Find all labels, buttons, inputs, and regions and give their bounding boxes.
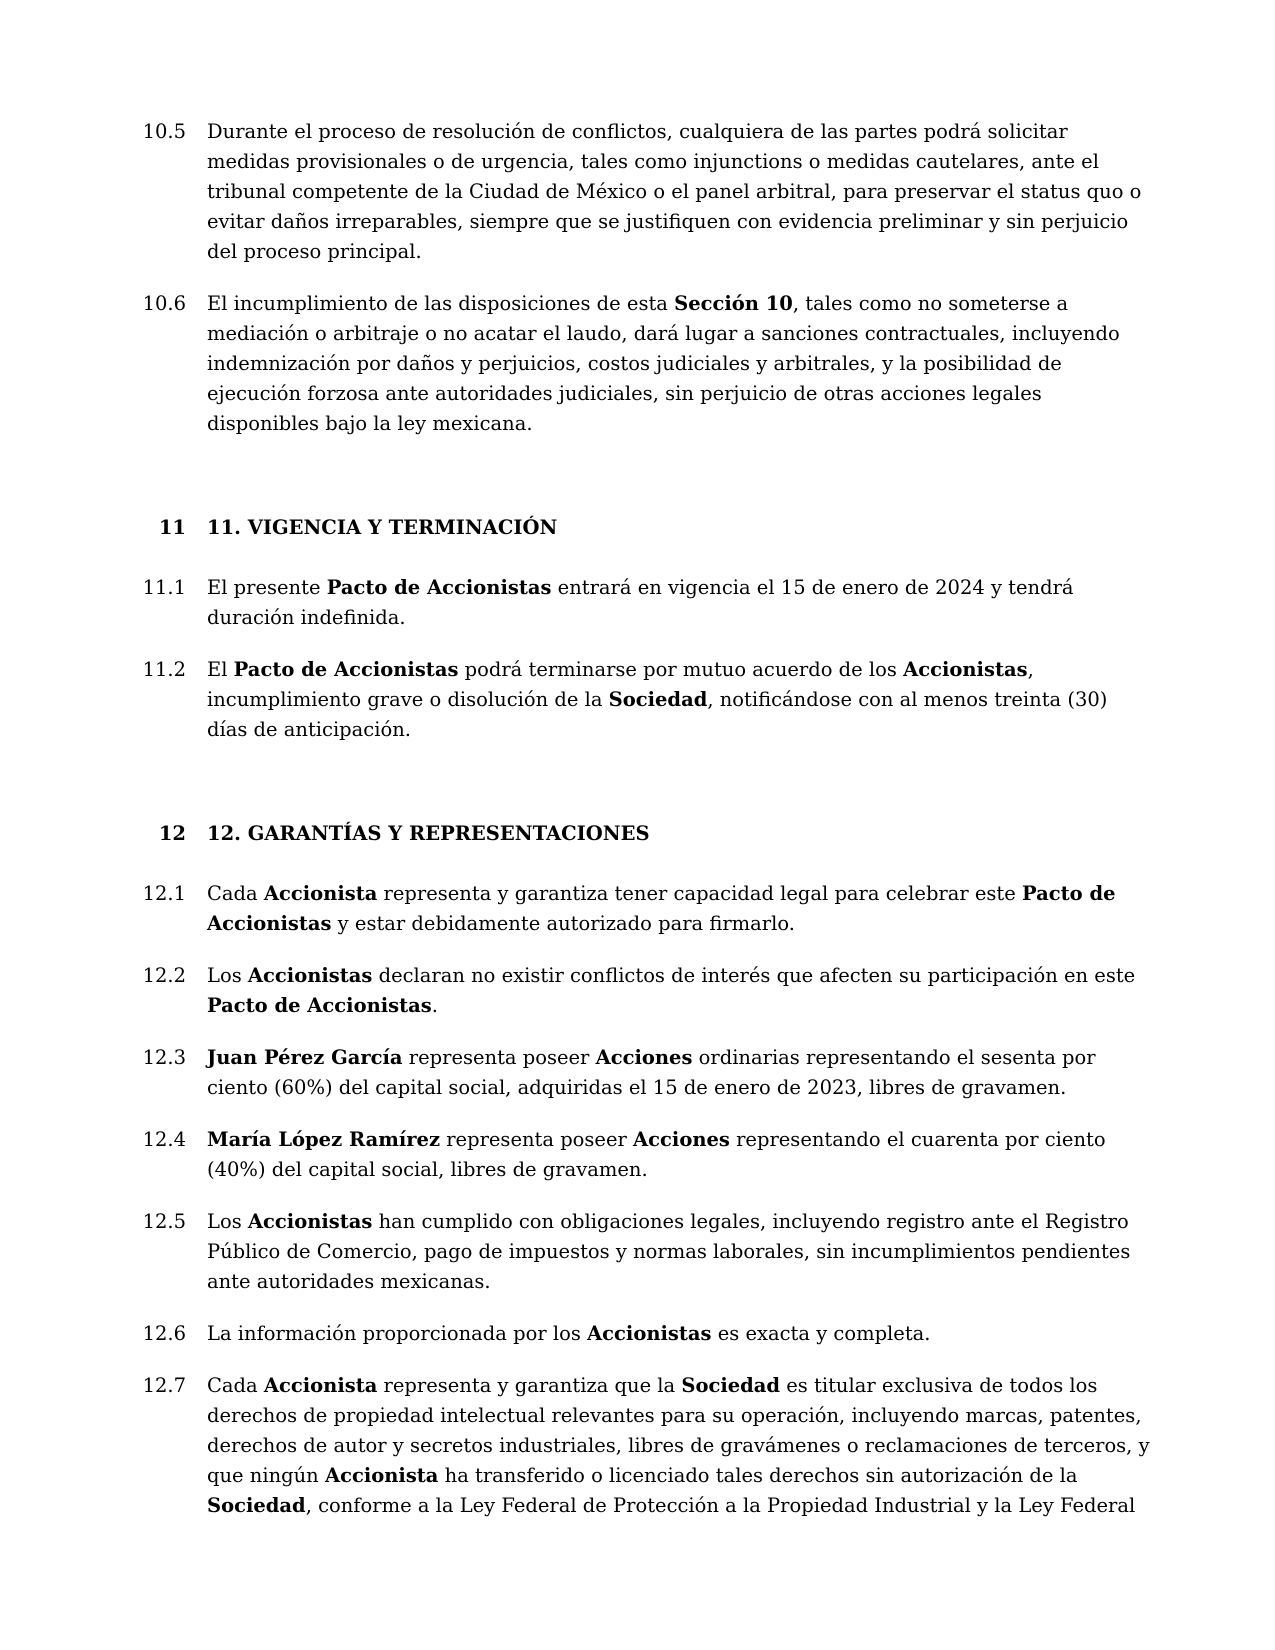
text-line: María López Ramírez representa poseer Acciones representando el cuarenta por ciento [207, 1128, 1106, 1151]
clause-text [207, 961, 1135, 1021]
clause-text [207, 573, 1074, 633]
clause-number: 10.6 [142, 292, 186, 315]
clause-number: 12.2 [142, 964, 186, 987]
section-heading [0, 819, 1275, 849]
clause [0, 1319, 1275, 1349]
clause [0, 879, 1275, 939]
text-line: Durante el proceso de resolución de conflictos, cualquiera de las partes podrá solicitar [207, 120, 1068, 143]
text-line: duración indefinida. [207, 606, 406, 629]
text-line: derechos de autor y secretos industriales, libres de gravámenes o reclamaciones de terceros, y [207, 1434, 1150, 1457]
clause [0, 1371, 1275, 1521]
section-heading [0, 513, 1275, 543]
clause-number: 12.1 [142, 882, 186, 905]
text-line: evitar daños irreparables, siempre que se justifiquen con evidencia preliminar y sin perjuicio [207, 210, 1129, 233]
text-line: Accionistas y estar debidamente autorizado para firmarlo. [207, 912, 795, 935]
clause-text [207, 1207, 1130, 1297]
clause-number: 12.7 [142, 1374, 186, 1397]
section-title [207, 819, 650, 849]
text-line: mediación o arbitraje o no acatar el laudo, dará lugar a sanciones contractuales, incluyendo [207, 322, 1120, 345]
text-line: que ningún Accionista ha transferido o licenciado tales derechos sin autorización de la [207, 1464, 1078, 1487]
text-line: del proceso principal. [207, 240, 422, 263]
text-line: 12. GARANTÍAS Y REPRESENTACIONES [207, 822, 650, 845]
clause-number: 12.4 [142, 1128, 186, 1151]
text-line: Cada Accionista representa y garantiza tener capacidad legal para celebrar este Pacto de [207, 882, 1116, 905]
clause-text [207, 879, 1116, 939]
text-line: (40%) del capital social, libres de gravamen. [207, 1158, 648, 1181]
text-line: ante autoridades mexicanas. [207, 1270, 491, 1293]
clause [0, 1207, 1275, 1297]
text-line: Público de Comercio, pago de impuestos y normas laborales, sin incumplimientos pendientes [207, 1240, 1131, 1263]
clause-text [207, 1319, 931, 1349]
clause [0, 961, 1275, 1021]
text-line: incumplimiento grave o disolución de la Sociedad, notificándose con al menos treinta (30) [207, 688, 1108, 711]
text-line: El Pacto de Accionistas podrá terminarse por mutuo acuerdo de los Accionistas, [207, 658, 1034, 681]
clause-text [207, 655, 1107, 745]
clause-text [207, 1043, 1096, 1103]
clause [0, 289, 1275, 439]
clause-number: 11.2 [142, 658, 186, 681]
text-line: indemnización por daños y perjuicios, costos judiciales y arbitrales, y la posibilidad de [207, 352, 1062, 375]
text-line: 11. VIGENCIA Y TERMINACIÓN [207, 516, 558, 539]
text-line: derechos de propiedad intelectual relevantes para su operación, incluyendo marcas, patentes, [207, 1404, 1142, 1427]
clause-text [207, 117, 1141, 267]
clause [0, 573, 1275, 633]
clause-text [207, 1125, 1106, 1185]
section-title [207, 513, 557, 543]
text-line: Sociedad, conforme a la Ley Federal de Protección a la Propiedad Industrial y la Ley Federal [207, 1494, 1136, 1517]
document-body [0, 117, 1275, 1521]
clause-text [207, 289, 1120, 439]
text-line: Pacto de Accionistas. [207, 994, 438, 1017]
clause-number: 12.3 [142, 1046, 186, 1069]
clause [0, 117, 1275, 267]
text-line: ciento (60%) del capital social, adquiridas el 15 de enero de 2023, libres de gravamen. [207, 1076, 1067, 1099]
text-line: El presente Pacto de Accionistas entrará en vigencia el 15 de enero de 2024 y tendrá [207, 576, 1074, 599]
clause [0, 655, 1275, 745]
text-line: La información proporcionada por los Accionistas es exacta y completa. [207, 1322, 931, 1345]
text-line: ejecución forzosa ante autoridades judiciales, sin perjuicio de otras acciones legales [207, 382, 1042, 405]
clause-text [207, 1371, 1150, 1521]
clause-number: 12.5 [142, 1210, 186, 1233]
clause-number: 10.5 [142, 120, 186, 143]
text-line: días de anticipación. [207, 718, 411, 741]
text-line: Juan Pérez García representa poseer Acciones ordinarias representando el sesenta por [207, 1046, 1096, 1069]
text-line: tribunal competente de la Ciudad de México o el panel arbitral, para preservar el status quo o [207, 180, 1142, 203]
section-number: 11 [158, 516, 186, 539]
text-line: medidas provisionales o de urgencia, tales como injunctions o medidas cautelares, ante el [207, 150, 1099, 173]
clause [0, 1043, 1275, 1103]
text-line: disponibles bajo la ley mexicana. [207, 412, 533, 435]
clause-number: 12.6 [142, 1322, 186, 1345]
text-line: El incumplimiento de las disposiciones de esta Sección 10, tales como no someterse a [207, 292, 1069, 315]
text-line: Los Accionistas declaran no existir conflictos de interés que afecten su participación en este [207, 964, 1136, 987]
clause-number: 11.1 [142, 576, 186, 599]
text-line: Los Accionistas han cumplido con obligaciones legales, incluyendo registro ante el Registro [207, 1210, 1129, 1233]
text-line: Cada Accionista representa y garantiza que la Sociedad es titular exclusiva de todos los [207, 1374, 1098, 1397]
section-number: 12 [158, 822, 186, 845]
clause [0, 1125, 1275, 1185]
